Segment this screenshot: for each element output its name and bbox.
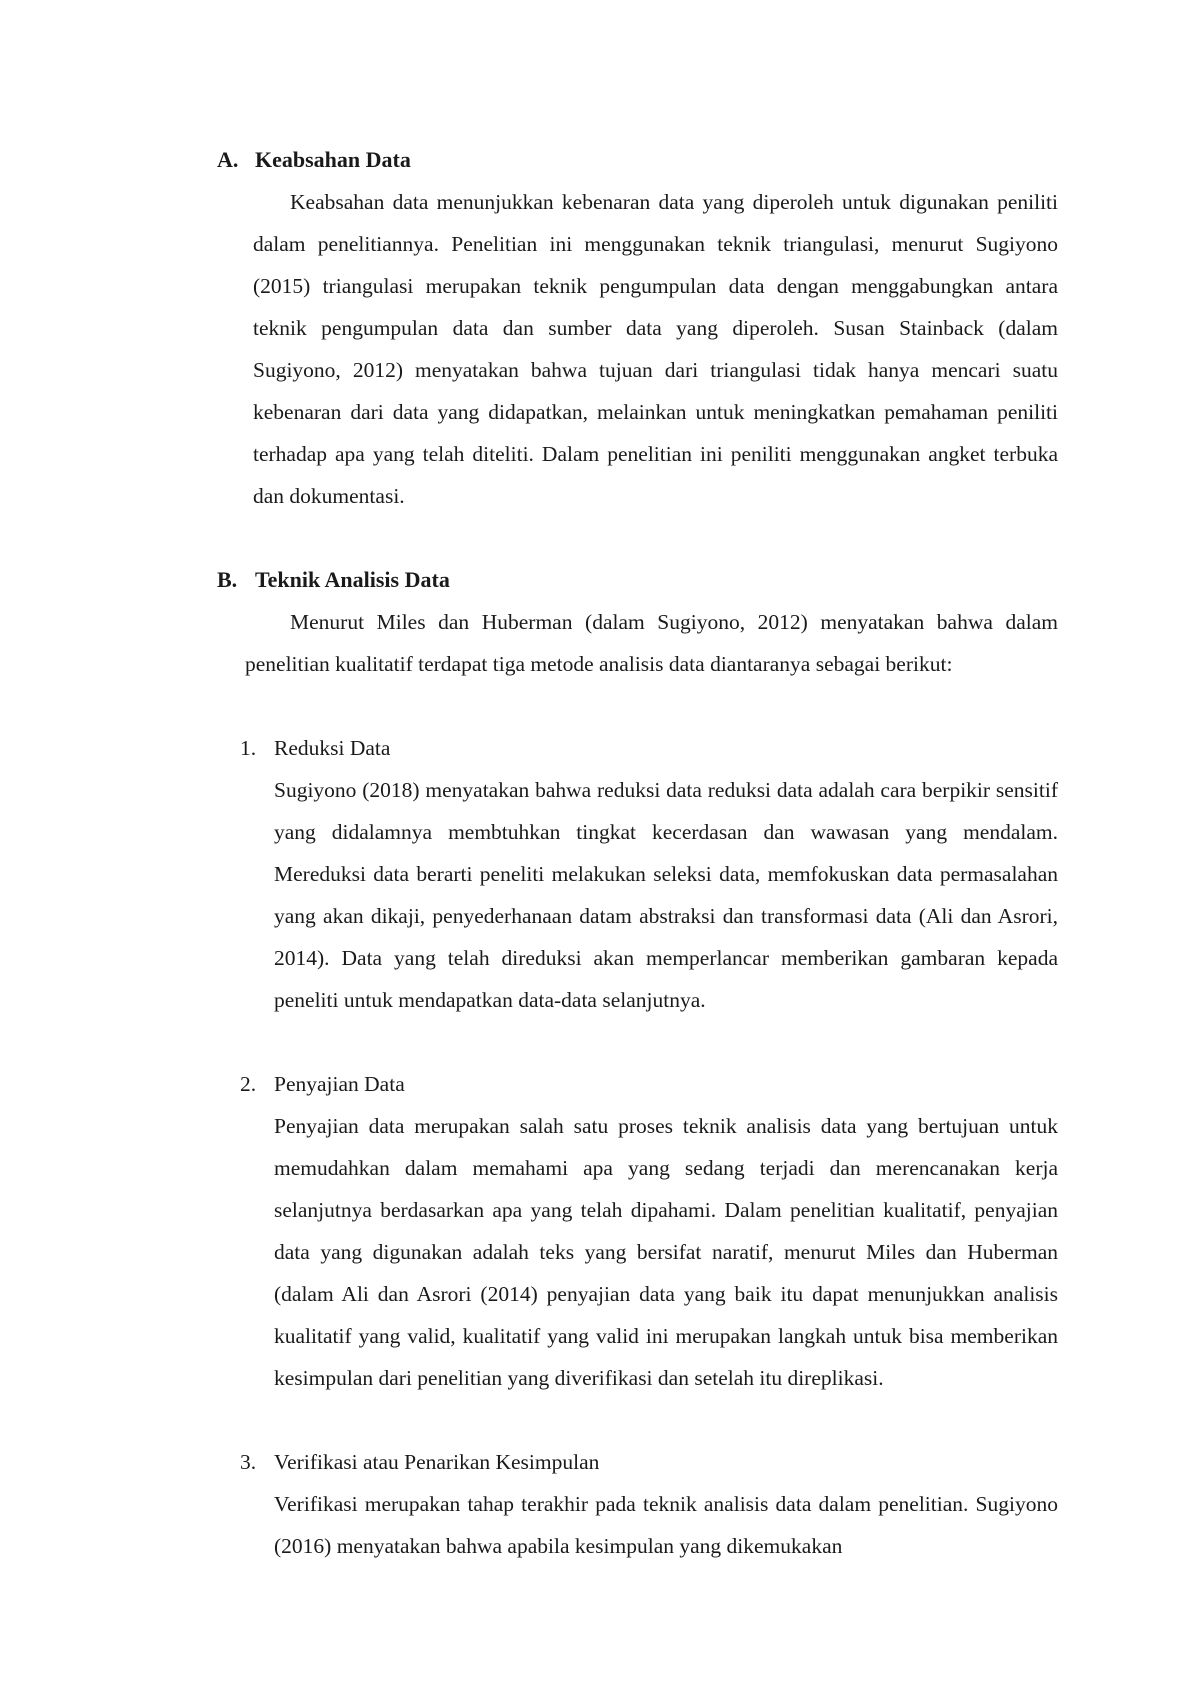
section-b-paragraph: Menurut Miles dan Huberman (dalam Sugiyono, 2012) menyatakan bahwa dalam penelitian kualitatif terdapat tiga metode analisis data diantaranya sebagai berikut:	[245, 610, 1058, 676]
section-a-title: Keabsahan Data	[255, 147, 411, 172]
section-a-paragraph: Keabsahan data menunjukkan kebenaran data yang diperoleh untuk digunakan peniliti dalam penelitiannya. Penelitian ini menggunakan teknik triangulasi, menurut Sugiyono (2015) triangulasi merupakan teknik pengumpulan data dengan menggabungkan antara teknik pengumpulan data dan sumber data yang diperoleh. Susan Stainback (dalam Sugiyono, 2012) menyatakan bahwa tujuan dari triangulasi tidak hanya mencari suatu kebenaran dari data yang didapatkan, melainkan untuk meningkatkan pemahaman peniliti terhadap apa yang telah diteliti. Dalam penelitian ini peniliti menggunakan angket terbuka dan dokumentasi.	[253, 190, 1058, 508]
section-b-heading	[217, 566, 450, 594]
list-item-1-title: Reduksi Data	[274, 736, 391, 760]
list-item-2-number: 2.	[240, 1072, 257, 1096]
section-a-letter: A.	[217, 147, 239, 172]
list-item-3-body: Verifikasi merupakan tahap terakhir pada teknik analisis data dalam penelitian. Sugiyono (2016) menyatakan bahwa apabila kesimpulan yang dikemukakan	[274, 1492, 1058, 1558]
list-item-1-heading	[240, 734, 390, 762]
list-item-3-number: 3.	[240, 1450, 257, 1474]
list-item-2-body: Penyajian data merupakan salah satu proses teknik analisis data yang bertujuan untuk memudahkan dalam memahami apa yang sedang terjadi dan merencanakan kerja selanjutnya berdasarkan apa yang telah dipahami. Dalam penelitian kualitatif, penyajian data yang digunakan adalah teks yang bersifat naratif, menurut Miles dan Huberman (dalam Ali dan Asrori (2014) penyajian data yang baik itu dapat menunjukkan analisis kualitatif yang valid, kualitatif yang valid ini merupakan langkah untuk bisa memberikan kesimpulan dari penelitian yang diverifikasi dan setelah itu direplikasi.	[274, 1114, 1058, 1390]
list-item-3-heading	[240, 1448, 599, 1476]
list-item-3-title: Verifikasi atau Penarikan Kesimpulan	[274, 1450, 600, 1474]
list-item-1-number: 1.	[240, 736, 257, 760]
list-item-2-heading	[240, 1070, 405, 1098]
section-b-letter: B.	[217, 567, 238, 592]
list-item-2-title: Penyajian Data	[274, 1072, 405, 1096]
list-item-1-body: Sugiyono (2018) menyatakan bahwa reduksi data reduksi data adalah cara berpikir sensitif yang didalamnya membtuhkan tingkat kecerdasan dan wawasan yang mendalam. Mereduksi data berarti peneliti melakukan seleksi data, memfokuskan data permasalahan yang akan dikaji, penyederhanaan datam abstraksi dan transformasi data (Ali dan Asrori, 2014). Data yang telah direduksi akan memperlancar memberikan gambaran kepada peneliti untuk mendapatkan data-data selanjutnya.	[274, 778, 1058, 1012]
section-b-title: Teknik Analisis Data	[255, 567, 450, 592]
section-a-heading	[217, 146, 411, 174]
